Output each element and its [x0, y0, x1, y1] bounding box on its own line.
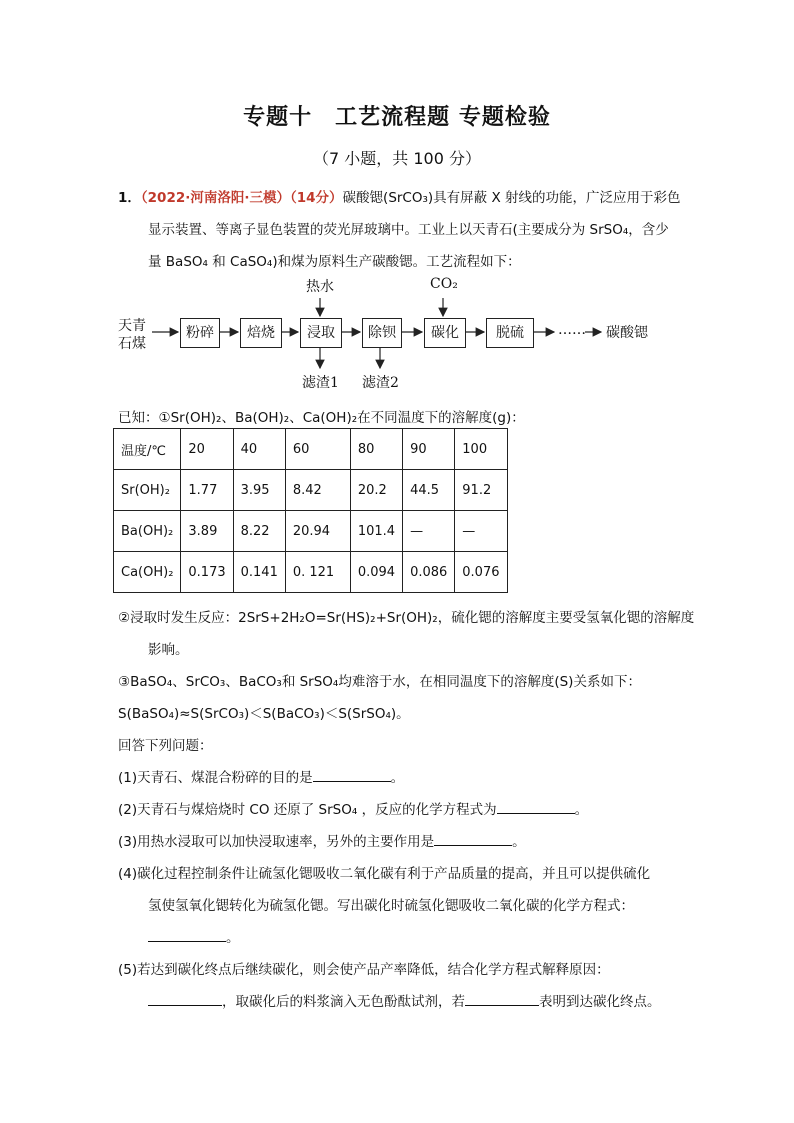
table-cell: 8.22 [233, 511, 285, 552]
sub-question-3-text: (3)用热水浸取可以加快浸取速率，另外的主要作用是 [118, 834, 435, 850]
known-line-3b: S(BaSO₄)≈S(SrCO₃)＜S(BaCO₃)＜S(SrSO₄)。 [118, 706, 410, 722]
page-subtitle: （7 小题，共 100 分） [313, 149, 481, 168]
answer-blank-1[interactable] [313, 769, 391, 782]
known-line-2b: 影响。 [148, 642, 189, 658]
sub-question-1 [118, 766, 404, 786]
sub-question-4b: 氢使氢氧化锶转化为硫氢化锶。写出碳化时硫氢化锶吸收二氧化碳的化学方程式： [148, 898, 634, 914]
sub-question-4-end: 。 [226, 930, 240, 946]
table-cell: 0.086 [403, 552, 455, 593]
table-cell: — [403, 511, 455, 552]
step-crush: 粉碎 [180, 318, 220, 348]
process-flowchart [112, 272, 672, 397]
table-row [114, 470, 508, 511]
table-cell: 100 [455, 429, 507, 470]
step-roast: 焙烧 [240, 318, 282, 348]
table-cell: 20.2 [350, 470, 402, 511]
sub-question-4c [148, 926, 240, 946]
step-leach: 浸取 [300, 318, 342, 348]
sub-question-5a: (5)若达到碳化终点后继续碳化，则会使产品产率降低，结合化学方程式解释原因： [118, 962, 610, 978]
sub-question-5b [148, 990, 661, 1010]
table-cell: 91.2 [455, 470, 507, 511]
table-cell: 0. 121 [285, 552, 350, 593]
sub-question-2 [118, 798, 588, 818]
table-cell: 101.4 [350, 511, 402, 552]
answer-blank-3[interactable] [434, 833, 512, 846]
table-cell: 1.77 [181, 470, 233, 511]
table-cell: 0.076 [455, 552, 507, 593]
answer-blank-5a[interactable] [148, 993, 222, 1006]
table-cell: 3.95 [233, 470, 285, 511]
sub-question-5b-text-1: ，取碳化后的料浆滴入无色酚酞试剂，若 [222, 994, 465, 1010]
known-line-1: 已知：①Sr(OH)₂、Ba(OH)₂、Ca(OH)₂在不同温度下的溶解度(g)： [118, 410, 525, 426]
table-cell: Sr(OH)₂ [114, 470, 181, 511]
residue-2-label: 滤渣2 [362, 375, 399, 391]
table-cell: 温度/℃ [114, 429, 181, 470]
table-cell: 3.89 [181, 511, 233, 552]
step-desulfurize: 脱硫 [486, 318, 534, 348]
sub-question-2-end: 。 [574, 802, 589, 818]
table-cell: 0.173 [181, 552, 233, 593]
table-row [114, 511, 508, 552]
question-intro-1: 碳酸锶(SrCO₃)具有屏蔽 X 射线的功能，广泛应用于彩色 [342, 190, 681, 206]
sub-question-3 [118, 830, 526, 850]
table-cell: 90 [403, 429, 455, 470]
table-cell: Ba(OH)₂ [114, 511, 181, 552]
question-1-header [118, 186, 681, 206]
step-remove-barium: 除钡 [362, 318, 402, 348]
sub-question-2-text: (2)天青石与煤焙烧时 CO 还原了 SrSO₄ ，反应的化学方程式为 [118, 802, 497, 818]
question-intro-2: 显示装置、等离子显色装置的荧光屏玻璃中。工业上以天青石(主要成分为 SrSO₄，含少 [148, 222, 669, 238]
sub-question-5b-text-2: 表明到达碳化终点。 [539, 994, 661, 1010]
sub-question-1-end: 。 [390, 770, 405, 786]
table-cell: 20 [181, 429, 233, 470]
table-cell: 8.42 [285, 470, 350, 511]
table-cell: 0.094 [350, 552, 402, 593]
question-number: 1． [118, 190, 141, 206]
questions-lead: 回答下列问题： [118, 738, 213, 754]
table-cell: 80 [350, 429, 402, 470]
table-cell: Ca(OH)₂ [114, 552, 181, 593]
sub-question-4a: (4)碳化过程控制条件让硫氢化锶吸收二氧化碳有利于产品质量的提高，并且可以提供硫化 [118, 866, 651, 882]
page-title: 专题十 工艺流程题 专题检验 [243, 105, 551, 130]
flow-ellipsis: …… [558, 322, 586, 338]
table-cell: 60 [285, 429, 350, 470]
raw-material-label-1: 天青 [118, 318, 146, 334]
product-label: 碳酸锶 [606, 325, 648, 341]
input-co2: CO₂ [430, 276, 458, 292]
known-line-2a: ②浸取时发生反应：2SrS+2H₂O=Sr(HS)₂+Sr(OH)₂，硫化锶的溶解度主要受氢氧化锶的溶解度 [118, 610, 695, 626]
residue-1-label: 滤渣1 [302, 375, 339, 391]
question-score: （14分） [290, 190, 343, 206]
solubility-table [113, 428, 508, 593]
input-hot-water: 热水 [306, 279, 334, 295]
answer-blank-5b[interactable] [465, 993, 539, 1006]
table-header-row [114, 429, 508, 470]
question-intro-3: 量 BaSO₄ 和 CaSO₄)和煤为原料生产碳酸锶。工艺流程如下： [148, 254, 521, 270]
table-cell: 40 [233, 429, 285, 470]
answer-blank-4[interactable] [148, 929, 226, 942]
raw-material-label-2: 石煤 [118, 336, 146, 352]
answer-blank-2[interactable] [497, 801, 575, 814]
table-row [114, 552, 508, 593]
table-cell: 44.5 [403, 470, 455, 511]
sub-question-3-end: 。 [512, 834, 526, 850]
table-cell: 20.94 [285, 511, 350, 552]
question-source: （2022·河南洛阳·三模） [140, 190, 290, 206]
known-line-3a: ③BaSO₄、SrCO₃、BaCO₃和 SrSO₄均难溶于水，在相同温度下的溶解度(S)关系如下： [118, 674, 641, 690]
table-cell: — [455, 511, 507, 552]
step-carbonize: 碳化 [424, 318, 466, 348]
sub-question-1-text: (1)天青石、煤混合粉碎的目的是 [118, 770, 313, 786]
table-cell: 0.141 [233, 552, 285, 593]
